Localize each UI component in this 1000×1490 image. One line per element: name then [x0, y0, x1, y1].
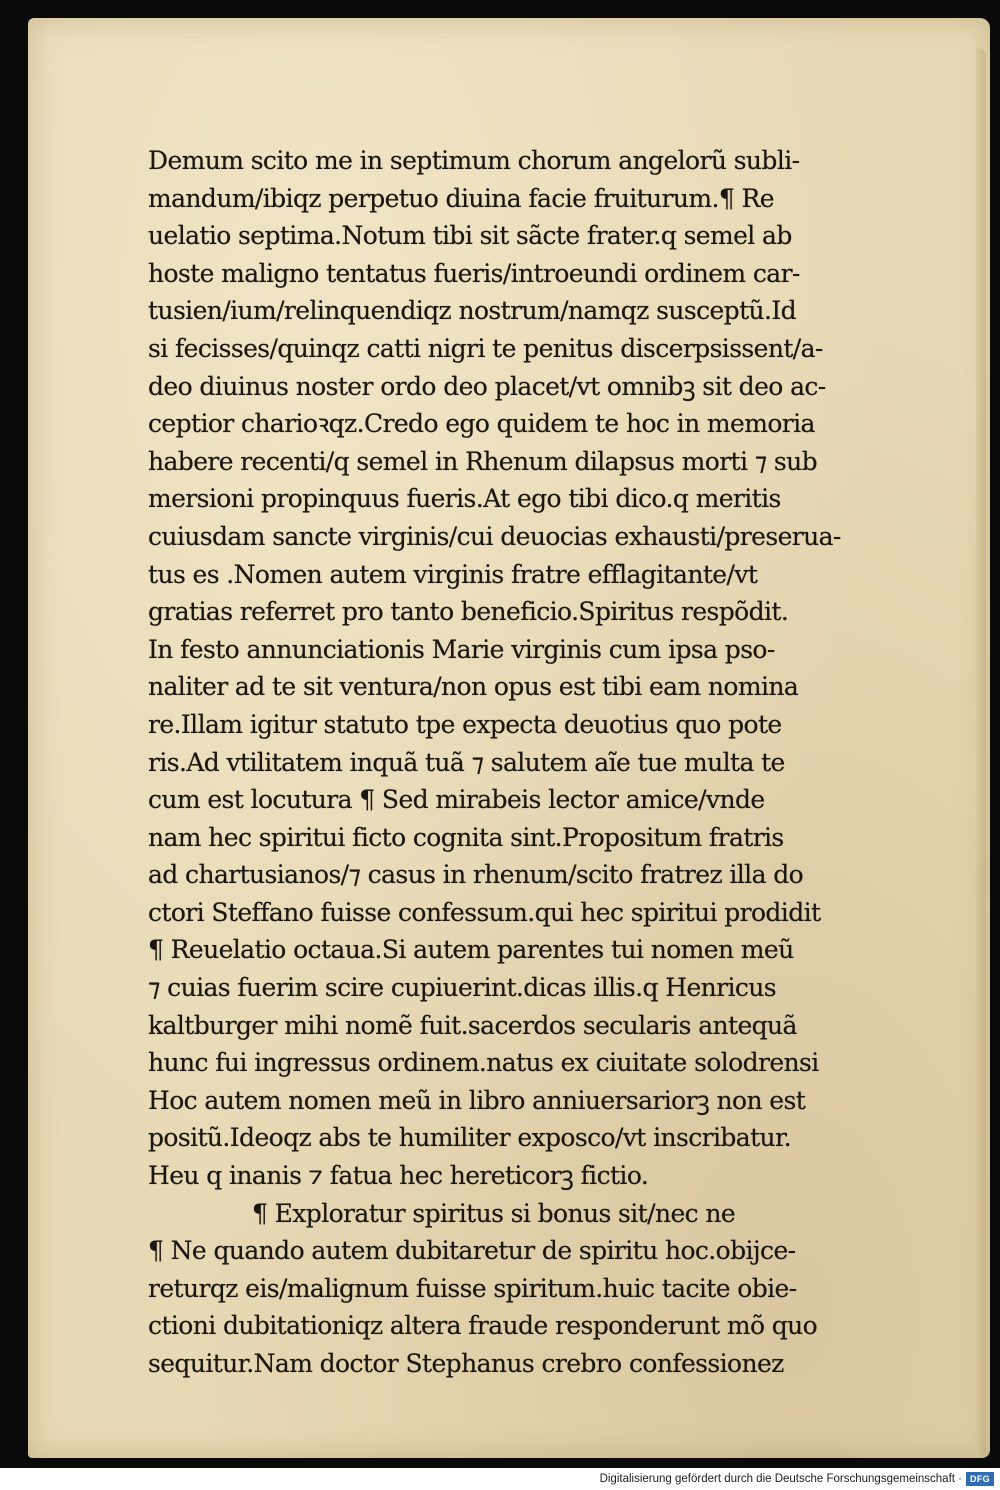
- text-line: gratias referret pro tanto beneficio.Spiritus respõdit.: [148, 597, 789, 627]
- text-line: habere recenti/q semel in Rhenum dilapsus morti ⁊ sub: [148, 446, 818, 476]
- text-line: ctori Steffano fuisse confessum.qui hec spiritui prodidit: [148, 897, 821, 927]
- text-line: mandum/ibiqz perpetuo diuina facie fruiturum.¶ Re: [148, 183, 774, 213]
- text-line: ⁊ cuias fuerim scire cupiuerint.dicas illis.q Henricus: [148, 973, 777, 1003]
- digitization-credit: Digitalisierung gefördert durch die Deutsche Forschungsgemeinschaft ·: [599, 1473, 962, 1485]
- text-line: nam hec spiritui ficto cognita sint.Propositum fratris: [148, 822, 784, 852]
- text-line: re.Illam igitur statuto tpe expecta deuotius quo pote: [148, 709, 782, 739]
- text-line: Hoc autem nomen meũ in libro anniuersariorꝫ non est: [148, 1085, 806, 1115]
- text-line: ad chartusianos/⁊ casus in rhenum/scito fratrez illa do: [148, 860, 804, 890]
- text-line: naliter ad te sit ventura/non opus est tibi eam nomina: [148, 672, 799, 702]
- dfg-logo: DFG: [966, 1472, 994, 1486]
- text-line: hunc fui ingressus ordinem.natus ex ciuitate solodrensi: [148, 1048, 819, 1078]
- text-line: hoste maligno tentatus fueris/introeundi ordinem car-: [148, 258, 800, 288]
- page-text: [148, 142, 918, 1383]
- text-line: kaltburger mihi nomẽ fuit.sacerdos secularis antequã: [148, 1010, 797, 1040]
- text-line: ctioni dubitationiqz altera fraude responderunt mõ quo: [148, 1311, 818, 1341]
- text-line: mersioni propinquus fueris.At ego tibi dico.q meritis: [148, 484, 781, 514]
- text-line: ceptior charioꝛqz.Credo ego quidem te hoc in memoria: [148, 409, 815, 439]
- footer-bar: [0, 1468, 1000, 1490]
- text-line: cuiusdam sancte virginis/cui deuocias exhausti/preserua-: [148, 521, 841, 551]
- text-line: sequitur.Nam doctor Stephanus crebro confessionez: [148, 1349, 784, 1378]
- text-line: cum est locutura ¶ Sed mirabeis lector amice/vnde: [148, 785, 765, 815]
- text-line: positũ.Ideoqz abs te humiliter exposco/vt inscribatur.: [148, 1123, 791, 1153]
- text-line: Demum scito me in septimum chorum angelorũ subli-: [148, 146, 800, 175]
- text-line: uelatio septima.Notum tibi sit sãcte frater.q semel ab: [148, 221, 792, 251]
- text-line: si fecisses/quinqz catti nigri te penitus discerpsissent/a-: [148, 333, 823, 363]
- text-line: tusien/ium/relinquendiqz nostrum/namqz susceptũ.Id: [148, 296, 797, 326]
- text-line: Heu q inanis ⁊ fatua hec hereticorꝫ fictio.: [148, 1161, 649, 1191]
- text-line: In festo annunciationis Marie virginis cum ipsa pso-: [148, 634, 775, 664]
- text-line: tus es .Nomen autem virginis fratre efflagitante/vt: [148, 559, 758, 589]
- text-line: returqz eis/malignum fuisse spiritum.huic tacite obie-: [148, 1273, 797, 1303]
- text-line: ¶ Reuelatio octaua.Si autem parentes tui nomen meũ: [148, 935, 794, 965]
- text-line: ¶ Exploratur spiritus si bonus sit/nec ne: [252, 1198, 736, 1228]
- text-line: deo diuinus noster ordo deo placet/vt omnibꝫ sit deo ac-: [148, 371, 826, 401]
- page-edge: [976, 48, 986, 1458]
- text-line: ris.Ad vtilitatem inquã tuã ⁊ salutem aĩe tue multa te: [148, 747, 785, 777]
- text-line: ¶ Ne quando autem dubitaretur de spiritu hoc.obijce-: [148, 1236, 796, 1266]
